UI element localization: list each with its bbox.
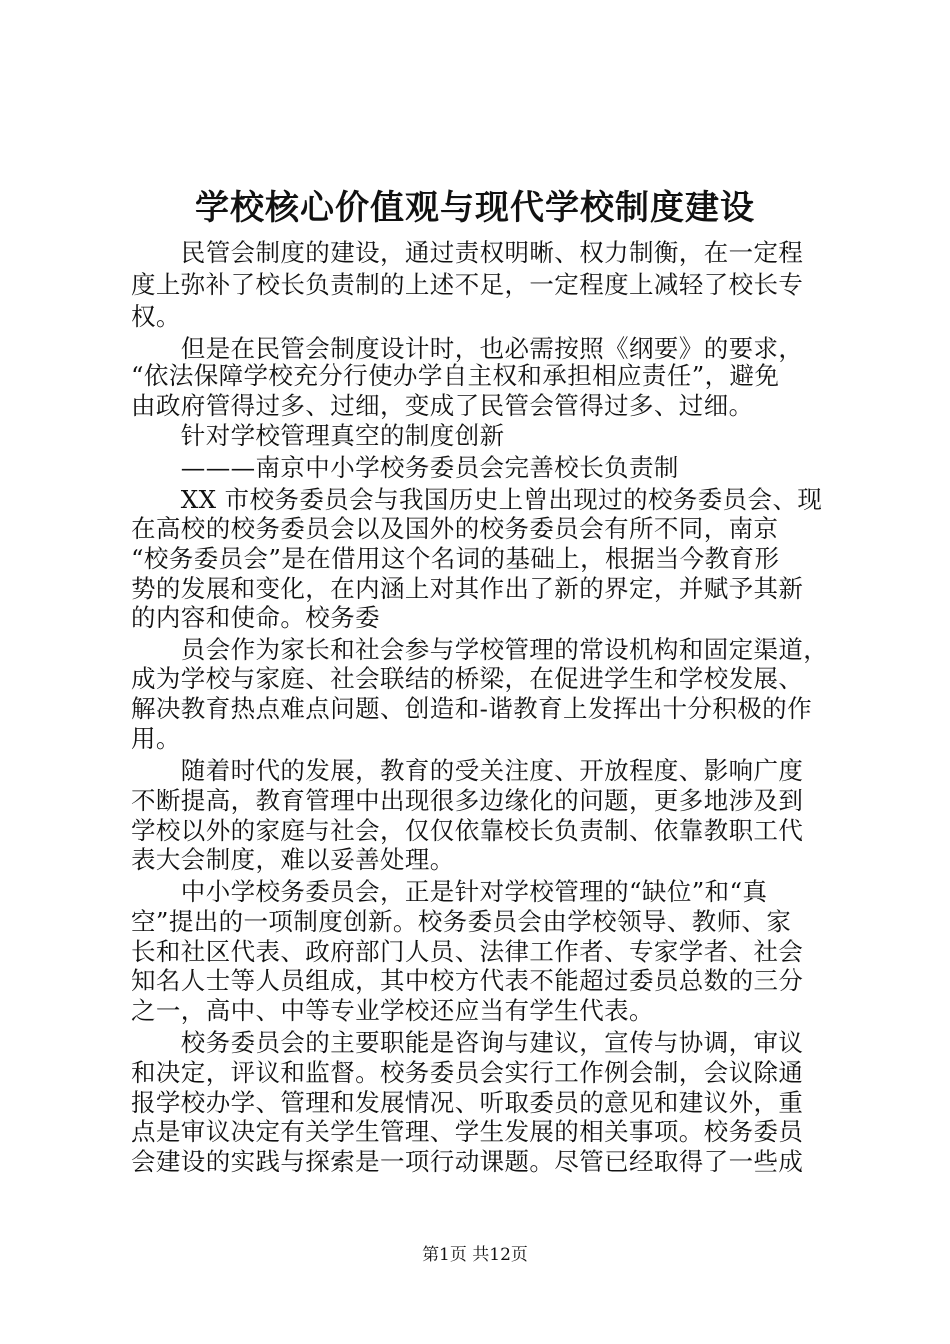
text-line: 权。 <box>131 302 181 331</box>
text-line: 成为学校与家庭、社会联结的桥梁，在促进学生和学校发展、 <box>131 664 804 693</box>
text-line: XX 市校务委员会与我国历史上曾出现过的校务委员会、现 <box>131 485 823 514</box>
text-line: 中小学校务委员会，正是针对学校管理的“缺位”和“真 <box>131 877 768 906</box>
text-line: 之一，高中、中等专业学校还应当有学生代表。 <box>131 996 654 1025</box>
text-line: 由政府管得过多、过细，变成了民管会管得过多、过细。 <box>131 391 754 420</box>
text-line: 知名人士等人员组成，其中校方代表不能超过委员总数的三分 <box>131 966 804 995</box>
text-line: 解决教育热点难点问题、创造和-谐教育上发挥出十分积极的作 <box>131 694 812 723</box>
text-line: 空”提出的一项制度创新。校务委员会由学校领导、教师、家 <box>131 907 792 936</box>
section-heading: 针对学校管理真空的制度创新 <box>131 421 505 450</box>
text-line: “校务委员会”是在借用这个名词的基础上，根据当今教育形 <box>131 544 780 573</box>
document-title: 学校核心价值观与现代学校制度建设 <box>195 188 755 228</box>
text-line: 在高校的校务委员会以及国外的校务委员会有所不同，南京 <box>131 514 779 543</box>
text-line: 度上弥补了校长负责制的上述不足，一定程度上减轻了校长专 <box>131 270 804 299</box>
text-line: 会建设的实践与探索是一项行动课题。尽管已经取得了一些成 <box>131 1147 804 1176</box>
text-line: 报学校办学、管理和发展情况、听取委员的意见和建议外，重 <box>131 1088 804 1117</box>
text-line: 的内容和使命。校务委 <box>131 603 380 632</box>
text-line: “依法保障学校充分行使办学自主权和承担相应责任”，避免 <box>131 361 780 390</box>
section-subheading: ———南京中小学校务委员会完善校长负责制 <box>131 453 679 482</box>
text-line: 长和社区代表、政府部门人员、法律工作者、专家学者、社会 <box>131 937 804 966</box>
text-line: 势的发展和变化，在内涵上对其作出了新的界定，并赋予其新 <box>131 574 804 603</box>
text-line: 和决定，评议和监督。校务委员会实行工作例会制，会议除通 <box>131 1058 804 1087</box>
text-line: 学校以外的家庭与社会，仅仅依靠校长负责制、依靠教职工代 <box>131 816 804 845</box>
text-line: 校务委员会的主要职能是咨询与建议，宣传与协调，审议 <box>131 1028 804 1057</box>
page-number-footer: 第1页 共12页 <box>422 1245 528 1265</box>
text-line: 用。 <box>131 724 181 753</box>
text-line: 点是审议决定有关学生管理、学生发展的相关事项。校务委员 <box>131 1117 804 1146</box>
text-line: 不断提高，教育管理中出现很多边缘化的问题，更多地涉及到 <box>131 786 804 815</box>
text-line: 随着时代的发展，教育的受关注度、开放程度、影响广度 <box>131 756 804 785</box>
text-line: 民管会制度的建设，通过责权明晰、权力制衡，在一定程 <box>131 238 804 267</box>
text-line: 但是在民管会制度设计时，也必需按照《纲要》的要求， <box>131 334 804 363</box>
text-line: 表大会制度，难以妥善处理。 <box>131 845 455 874</box>
text-line: 员会作为家长和社会参与学校管理的常设机构和固定渠道， <box>131 635 829 664</box>
